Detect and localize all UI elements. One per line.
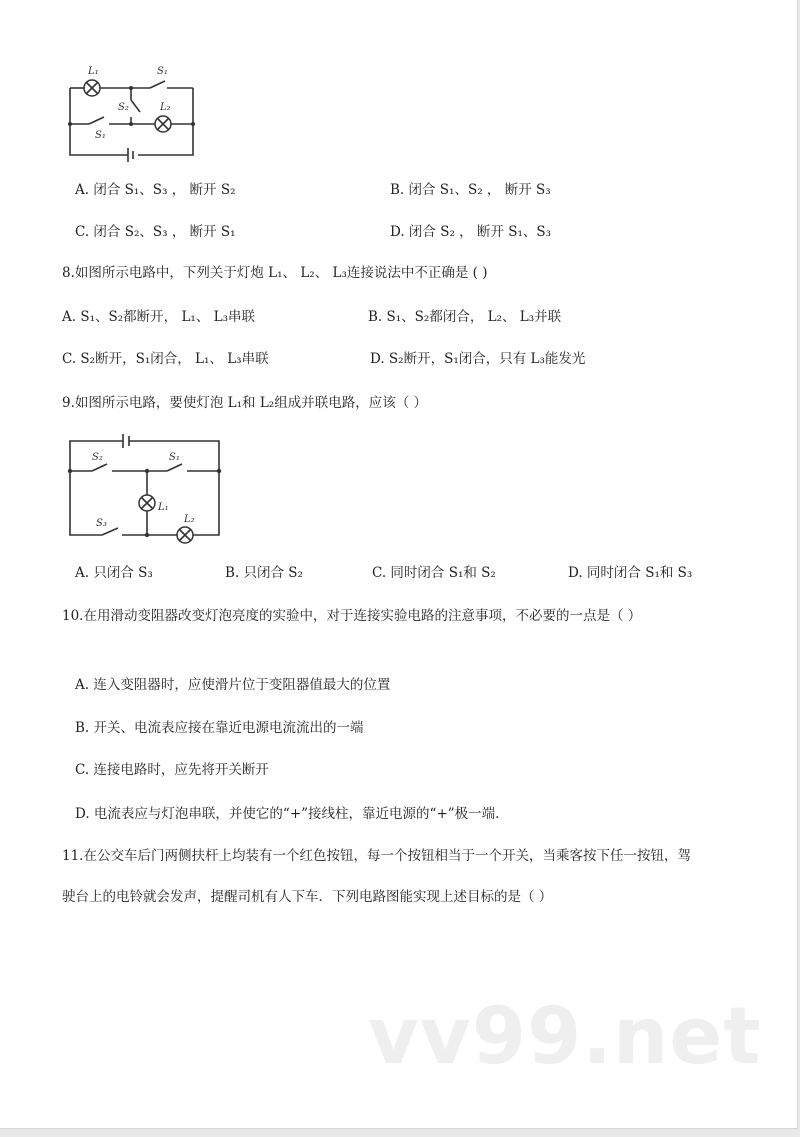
q8-option-c: C. S₂断开，S₁闭合， L₁、 L₃串联 xyxy=(62,351,269,367)
label-S1: S₁ xyxy=(157,66,168,77)
q10-option-b: B. 开关、电流表应接在靠近电源电流流出的一端 xyxy=(75,720,364,736)
circuit-diagram-q7 xyxy=(62,62,202,167)
q10-option-a: A. 连入变阻器时，应使滑片位于变阻器值最大的位置 xyxy=(75,677,391,693)
label-L2: L₂ xyxy=(160,102,171,113)
q7-option-c: C. 闭合 S₂、S₃ ， 断开 S₁ xyxy=(75,224,236,240)
q7-option-b: B. 闭合 S₁、S₂ ， 断开 S₃ xyxy=(390,182,551,198)
q9-option-b: B. 只闭合 S₂ xyxy=(225,565,303,581)
label-S2: S₂ xyxy=(92,452,103,463)
watermark: vv99.net xyxy=(368,992,762,1082)
q8-option-a: A. S₁、S₂都断开， L₁、 L₃串联 xyxy=(62,309,255,325)
q7-option-d: D. 闭合 S₂ ， 断开 S₁、S₃ xyxy=(390,224,552,240)
q10-stem: 10.在用滑动变阻器改变灯泡亮度的实验中，对于连接实验电路的注意事项，不必要的一点是（ ） xyxy=(62,608,642,624)
label-L1: L₁ xyxy=(88,66,99,77)
label-L1: L₁ xyxy=(158,502,169,513)
q10-option-d: D. 电流表应与灯泡串联，并使它的“+”接线柱，靠近电源的“+”极一端. xyxy=(75,806,500,822)
circuit-diagram-q9 xyxy=(62,428,232,553)
q9-option-a: A. 只闭合 S₃ xyxy=(75,565,153,581)
q8-option-b: B. S₁、S₂都闭合， L₂、 L₃并联 xyxy=(368,309,562,325)
label-S2: S₂ xyxy=(118,102,129,113)
q10-option-c: C. 连接电路时，应先将开关断开 xyxy=(75,762,269,778)
q11-stem-line2: 驶台上的电铃就会发声，提醒司机有人下车．下列电路图能实现上述目标的是（ ） xyxy=(62,889,553,905)
q9-option-c: C. 同时闭合 S₁和 S₂ xyxy=(372,565,496,581)
label-S3: S₁ xyxy=(95,130,106,141)
q8-option-d: D. S₂断开，S₁闭合，只有 L₃能发光 xyxy=(370,351,586,367)
q9-stem: 9.如图所示电路，要使灯泡 L₁和 L₂组成并联电路，应该（ ） xyxy=(62,395,428,411)
label-L2: L₂ xyxy=(184,514,195,525)
q11-stem-line1: 11.在公交车后门两侧扶杆上均装有一个红色按钮，每一个按钮相当于一个开关，当乘客按下任一按钮，驾 xyxy=(62,848,691,864)
q7-option-a: A. 闭合 S₁、S₃ ， 断开 S₂ xyxy=(75,182,236,198)
label-S1: S₁ xyxy=(169,452,180,463)
label-S3: S₃ xyxy=(96,518,107,529)
q8-stem: 8.如图所示电路中，下列关于灯炮 L₁、 L₂、 L₃连接说法中不正确是 ( ) xyxy=(62,265,488,281)
q9-option-d: D. 同时闭合 S₁和 S₃ xyxy=(568,565,693,581)
